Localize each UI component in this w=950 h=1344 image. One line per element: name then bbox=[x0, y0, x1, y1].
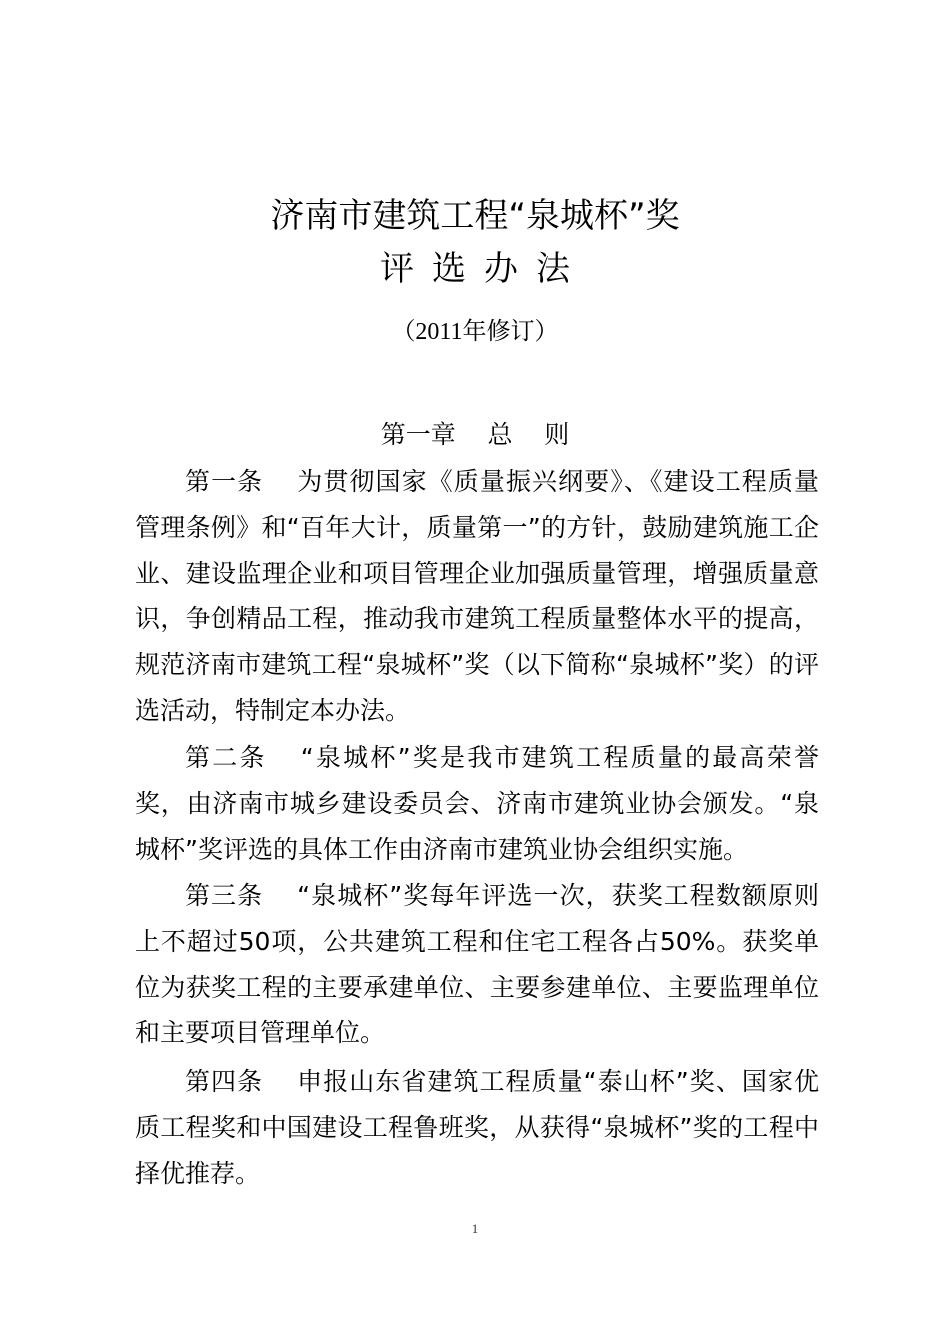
article-text: 为贯彻国家《质量振兴纲要》、《建设工程质量管理条例》和“百年大计，质量第一”的方针，鼓励建筑施工企业、建设监理企业和项目管理企业加强质量管理，增强质量意识，争创精品工程，推动我市建筑工程质量整体水平的提高，规范济南市建筑工程“泉城杯”奖（以下简称“泉城杯”奖）的评选活动，特制定本办法。 bbox=[135, 467, 819, 725]
document-subtitle: 评选办法 bbox=[380, 249, 588, 289]
article-text: “泉城杯”奖是我市建筑工程质量的最高荣誉奖，由济南市城乡建设委员会、济南市建筑业协会颁发。“泉城杯”奖评选的具体工作由济南市建筑业协会组织实施。 bbox=[135, 743, 819, 864]
article-label: 第一条 bbox=[185, 467, 264, 496]
page-number: 1 bbox=[471, 1221, 479, 1236]
article-label: 第四条 bbox=[185, 1067, 264, 1096]
document-title: 济南市建筑工程“泉城杯”奖 bbox=[270, 196, 680, 236]
article-paragraph bbox=[135, 1059, 819, 1196]
article-paragraph bbox=[135, 735, 819, 872]
article-text: “泉城杯”奖每年评选一次，获奖工程数额原则上不超过50项，公共建筑工程和住宅工程各占50%。获奖单位为获奖工程的主要承建单位、主要参建单位、主要监理单位和主要项目管理单位。 bbox=[135, 881, 819, 1048]
chapter-heading: 第一章 总 则 bbox=[380, 420, 570, 449]
article-label: 第三条 bbox=[185, 881, 264, 910]
revision-note: （2011年修订） bbox=[391, 319, 559, 345]
article-label: 第二条 bbox=[185, 743, 267, 772]
article-paragraph bbox=[135, 459, 819, 734]
article-text: 申报山东省建筑工程质量“泰山杯”奖、国家优质工程奖和中国建设工程鲁班奖，从获得“泉城杯”奖的工程中择优推荐。 bbox=[135, 1067, 819, 1188]
article-paragraph bbox=[135, 873, 819, 1056]
